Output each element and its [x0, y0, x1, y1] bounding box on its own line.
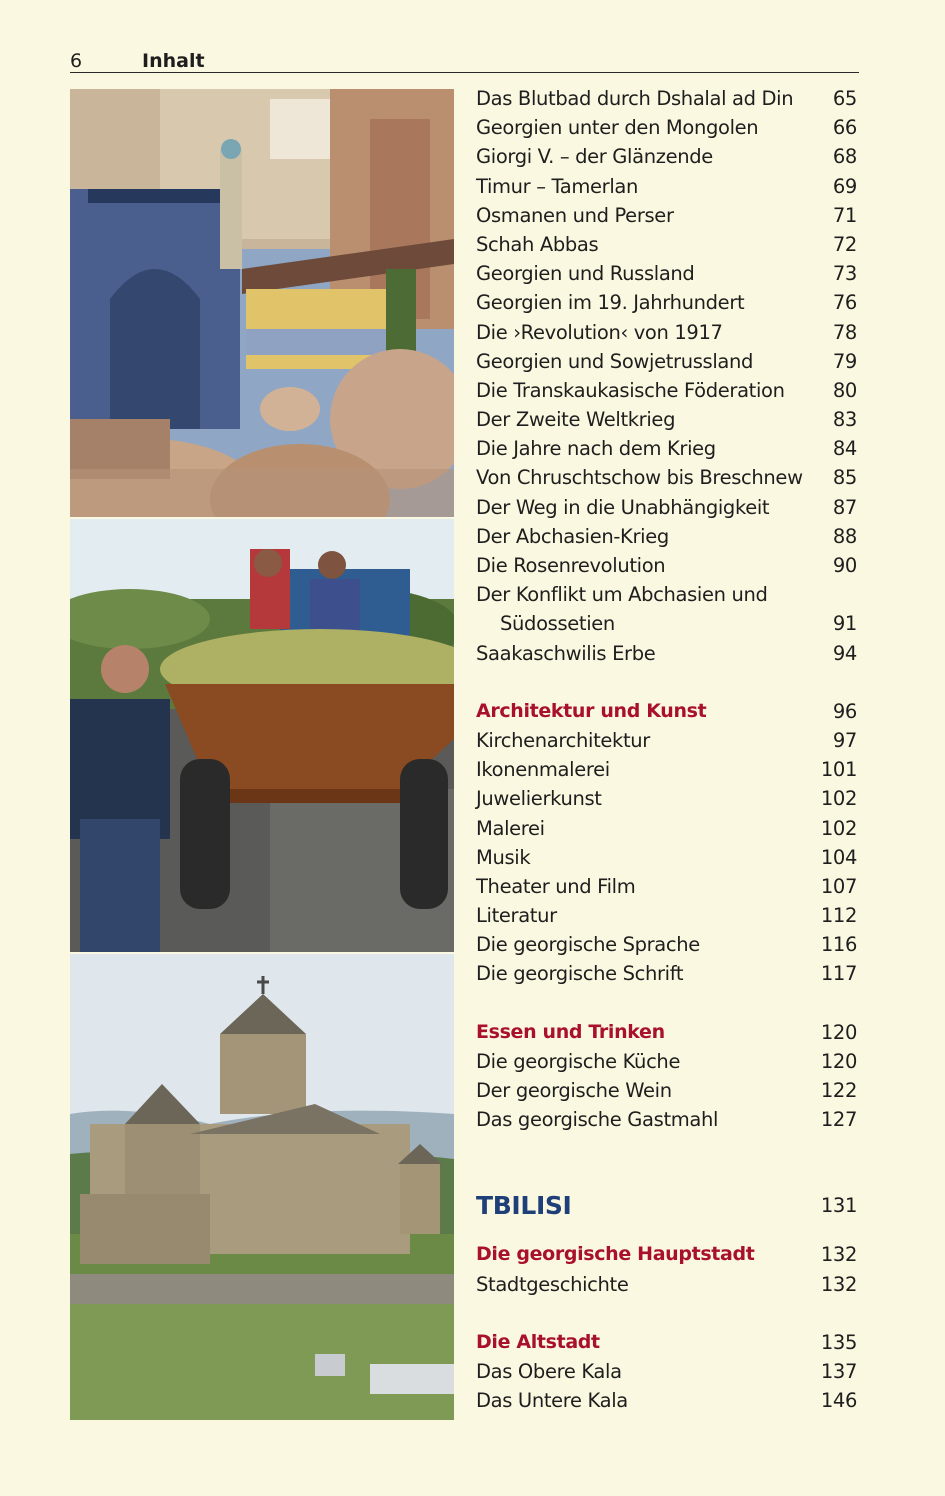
toc-entry-page: 135 — [820, 1330, 857, 1354]
toc-entry-page: 73 — [832, 262, 857, 286]
toc-entry[interactable] — [476, 201, 858, 230]
toc-entry-page: 69 — [832, 174, 857, 198]
toc-entry[interactable] — [476, 463, 858, 492]
toc-entry-page: 122 — [820, 1079, 857, 1102]
toc-entry-title: Georgien im 19. Jahrhundert — [476, 291, 745, 315]
toc-entry[interactable] — [476, 142, 858, 171]
toc-entry-page: 137 — [820, 1359, 857, 1383]
toc-entry-title: Literatur — [476, 904, 557, 928]
toc-heading-title: Die georgische Hauptstadt — [476, 1243, 755, 1266]
toc-entry-title: Juwelierkunst — [476, 787, 602, 811]
toc-entry[interactable] — [476, 376, 858, 405]
toc-entry-page: 120 — [820, 1049, 857, 1073]
toc-entry[interactable] — [476, 347, 858, 376]
toc-entry[interactable] — [476, 405, 858, 434]
toc-entry-title: Südossetien — [500, 612, 615, 636]
toc-entry[interactable] — [476, 1047, 858, 1076]
toc-entry[interactable] — [476, 1105, 858, 1134]
toc-entry-title: Georgien unter den Mongolen — [476, 116, 759, 140]
toc-entry-page: 79 — [832, 349, 857, 373]
toc-heading-title: Architektur und Kunst — [476, 699, 707, 722]
toc-entry[interactable] — [476, 113, 858, 142]
toc-section-heading[interactable] — [476, 1018, 858, 1047]
toc-entry-page: 104 — [820, 845, 857, 869]
toc-entry[interactable] — [476, 230, 858, 259]
toc-entry[interactable] — [476, 755, 858, 784]
toc-entry-page: 131 — [820, 1194, 857, 1218]
toc-entry-page: 68 — [832, 145, 857, 169]
toc-entry[interactable] — [476, 551, 858, 580]
toc-entry-title: Georgien und Russland — [476, 262, 695, 286]
toc-entry-page: 146 — [820, 1389, 857, 1413]
toc-chapter-heading[interactable] — [476, 1186, 858, 1226]
toc-entry-page: 91 — [832, 612, 857, 636]
toc-entry-title: Die Jahre nach dem Krieg — [476, 437, 716, 461]
toc-entry-page: 116 — [820, 933, 857, 957]
toc-entry-title: Osmanen und Perser — [476, 203, 674, 227]
toc-entry-title: Ikonenmalerei — [476, 758, 610, 782]
toc-entry-title: Musik — [476, 845, 531, 869]
toc-entry-title: Saakaschwilis Erbe — [476, 641, 656, 665]
page-header — [70, 46, 859, 73]
section-title: Inhalt — [142, 50, 205, 72]
toc-entry-page: 132 — [820, 1243, 857, 1267]
toc-section-heading[interactable] — [476, 1328, 858, 1357]
toc-entry-title: Stadtgeschichte — [476, 1272, 629, 1296]
toc-entry-title: Giorgi V. – der Glänzende — [476, 145, 713, 169]
toc-entry-title: Der Abchasien-Krieg — [476, 524, 669, 548]
toc-entry-title: Timur – Tamerlan — [476, 174, 639, 198]
toc-entry-title: Der Konflikt um Abchasien und — [476, 583, 768, 607]
toc-heading-title: Die Altstadt — [476, 1330, 600, 1353]
toc-entry-page: 88 — [832, 524, 857, 548]
toc-entry-title: Der georgische Wein — [476, 1079, 672, 1102]
toc-entry-title: Das Untere Kala — [476, 1389, 628, 1413]
toc-section-heading[interactable] — [476, 697, 858, 726]
toc-entry[interactable] — [476, 84, 858, 113]
toc-entry-title: Die georgische Küche — [476, 1049, 681, 1073]
kloster-gelati-photo — [70, 954, 454, 1420]
toc-entry[interactable] — [476, 580, 858, 609]
toc-entry-title: Die Rosenrevolution — [476, 554, 666, 577]
toc-entry-page: 72 — [832, 232, 857, 256]
toc-entry-page: 96 — [832, 699, 857, 723]
toc-entry-title: Die georgische Sprache — [476, 933, 700, 957]
toc-entry-title: Georgien und Sowjetrussland — [476, 349, 754, 373]
toc-entry[interactable] — [476, 639, 858, 668]
toc-entry-page: 76 — [832, 291, 857, 315]
toc-entry[interactable] — [476, 1076, 858, 1105]
toc-entry-page: 84 — [832, 437, 857, 461]
toc-entry[interactable] — [476, 288, 858, 317]
toc-entry-page: 71 — [832, 203, 857, 227]
toc-entry[interactable] — [476, 784, 858, 813]
toc-entry-title: Die ›Revolution‹ von 1917 — [476, 320, 723, 344]
toc-entry-title: Die Transkaukasische Föderation — [476, 378, 785, 402]
toc-entry-title: Die georgische Schrift — [476, 962, 684, 986]
toc-heading-title: Essen und Trinken — [476, 1020, 665, 1043]
toc-entry-page: 101 — [820, 758, 857, 782]
toc-entry[interactable] — [476, 172, 858, 201]
toc-entry-page: 112 — [820, 904, 857, 928]
toc-entry-page: 80 — [832, 378, 857, 402]
toc-section-heading[interactable] — [476, 1240, 858, 1269]
table-of-contents — [476, 84, 858, 1415]
toc-entry[interactable] — [476, 318, 858, 347]
toc-entry-page: 94 — [832, 641, 857, 665]
toc-entry-page: 66 — [832, 116, 857, 140]
tiflis-altstadt-photo — [70, 89, 454, 517]
toc-entry[interactable] — [476, 814, 858, 843]
toc-entry-continuation[interactable] — [476, 609, 858, 638]
toc-entry-page: 85 — [832, 466, 857, 490]
toc-entry-page: 117 — [820, 962, 857, 986]
toc-entry[interactable] — [476, 1386, 858, 1415]
toc-entry-title: Der Weg in die Unabhängigkeit — [476, 495, 770, 519]
toc-entry-title: Malerei — [476, 816, 545, 840]
toc-entry[interactable] — [476, 872, 858, 901]
toc-entry-title: Von Chruschtschow bis Breschnew — [476, 466, 803, 490]
toc-entry-page: 102 — [820, 816, 857, 840]
toc-entry-title: Schah Abbas — [476, 232, 599, 256]
toc-entry-page: 83 — [832, 408, 857, 432]
toc-entry[interactable] — [476, 1270, 858, 1299]
page-number: 6 — [70, 50, 83, 72]
toc-entry[interactable] — [476, 522, 858, 551]
toc-entry-page: 127 — [820, 1108, 857, 1132]
weinernte-traktor-photo — [70, 519, 454, 952]
toc-entry-title: Kirchenarchitektur — [476, 728, 650, 752]
toc-entry[interactable] — [476, 1357, 858, 1386]
toc-entry[interactable] — [476, 901, 858, 930]
toc-entry[interactable] — [476, 843, 858, 872]
toc-entry[interactable] — [476, 493, 858, 522]
toc-entry-page: 102 — [820, 787, 857, 811]
toc-entry-page: 65 — [832, 87, 857, 110]
toc-entry[interactable] — [476, 259, 858, 288]
toc-entry[interactable] — [476, 959, 858, 988]
toc-entry-page: 107 — [820, 874, 857, 898]
toc-entry-title: Theater und Film — [476, 874, 636, 898]
toc-entry-title: Der Zweite Weltkrieg — [476, 408, 676, 432]
toc-entry[interactable] — [476, 434, 858, 463]
toc-entry-page: 132 — [820, 1272, 857, 1296]
photo-column — [70, 89, 454, 1420]
toc-entry-title: Das georgische Gastmahl — [476, 1108, 719, 1132]
toc-entry-page: 90 — [832, 554, 857, 577]
toc-entry-page: 97 — [832, 728, 857, 752]
toc-entry[interactable] — [476, 726, 858, 755]
toc-entry-title: Das Obere Kala — [476, 1359, 622, 1383]
toc-entry-page: 120 — [820, 1020, 857, 1044]
toc-chapter-title: TBILISI — [476, 1191, 572, 1221]
toc-entry-title: Das Blutbad durch Dshalal ad Din — [476, 87, 794, 110]
toc-entry[interactable] — [476, 930, 858, 959]
toc-entry-page: 78 — [832, 320, 857, 344]
toc-entry-page: 87 — [832, 495, 857, 519]
